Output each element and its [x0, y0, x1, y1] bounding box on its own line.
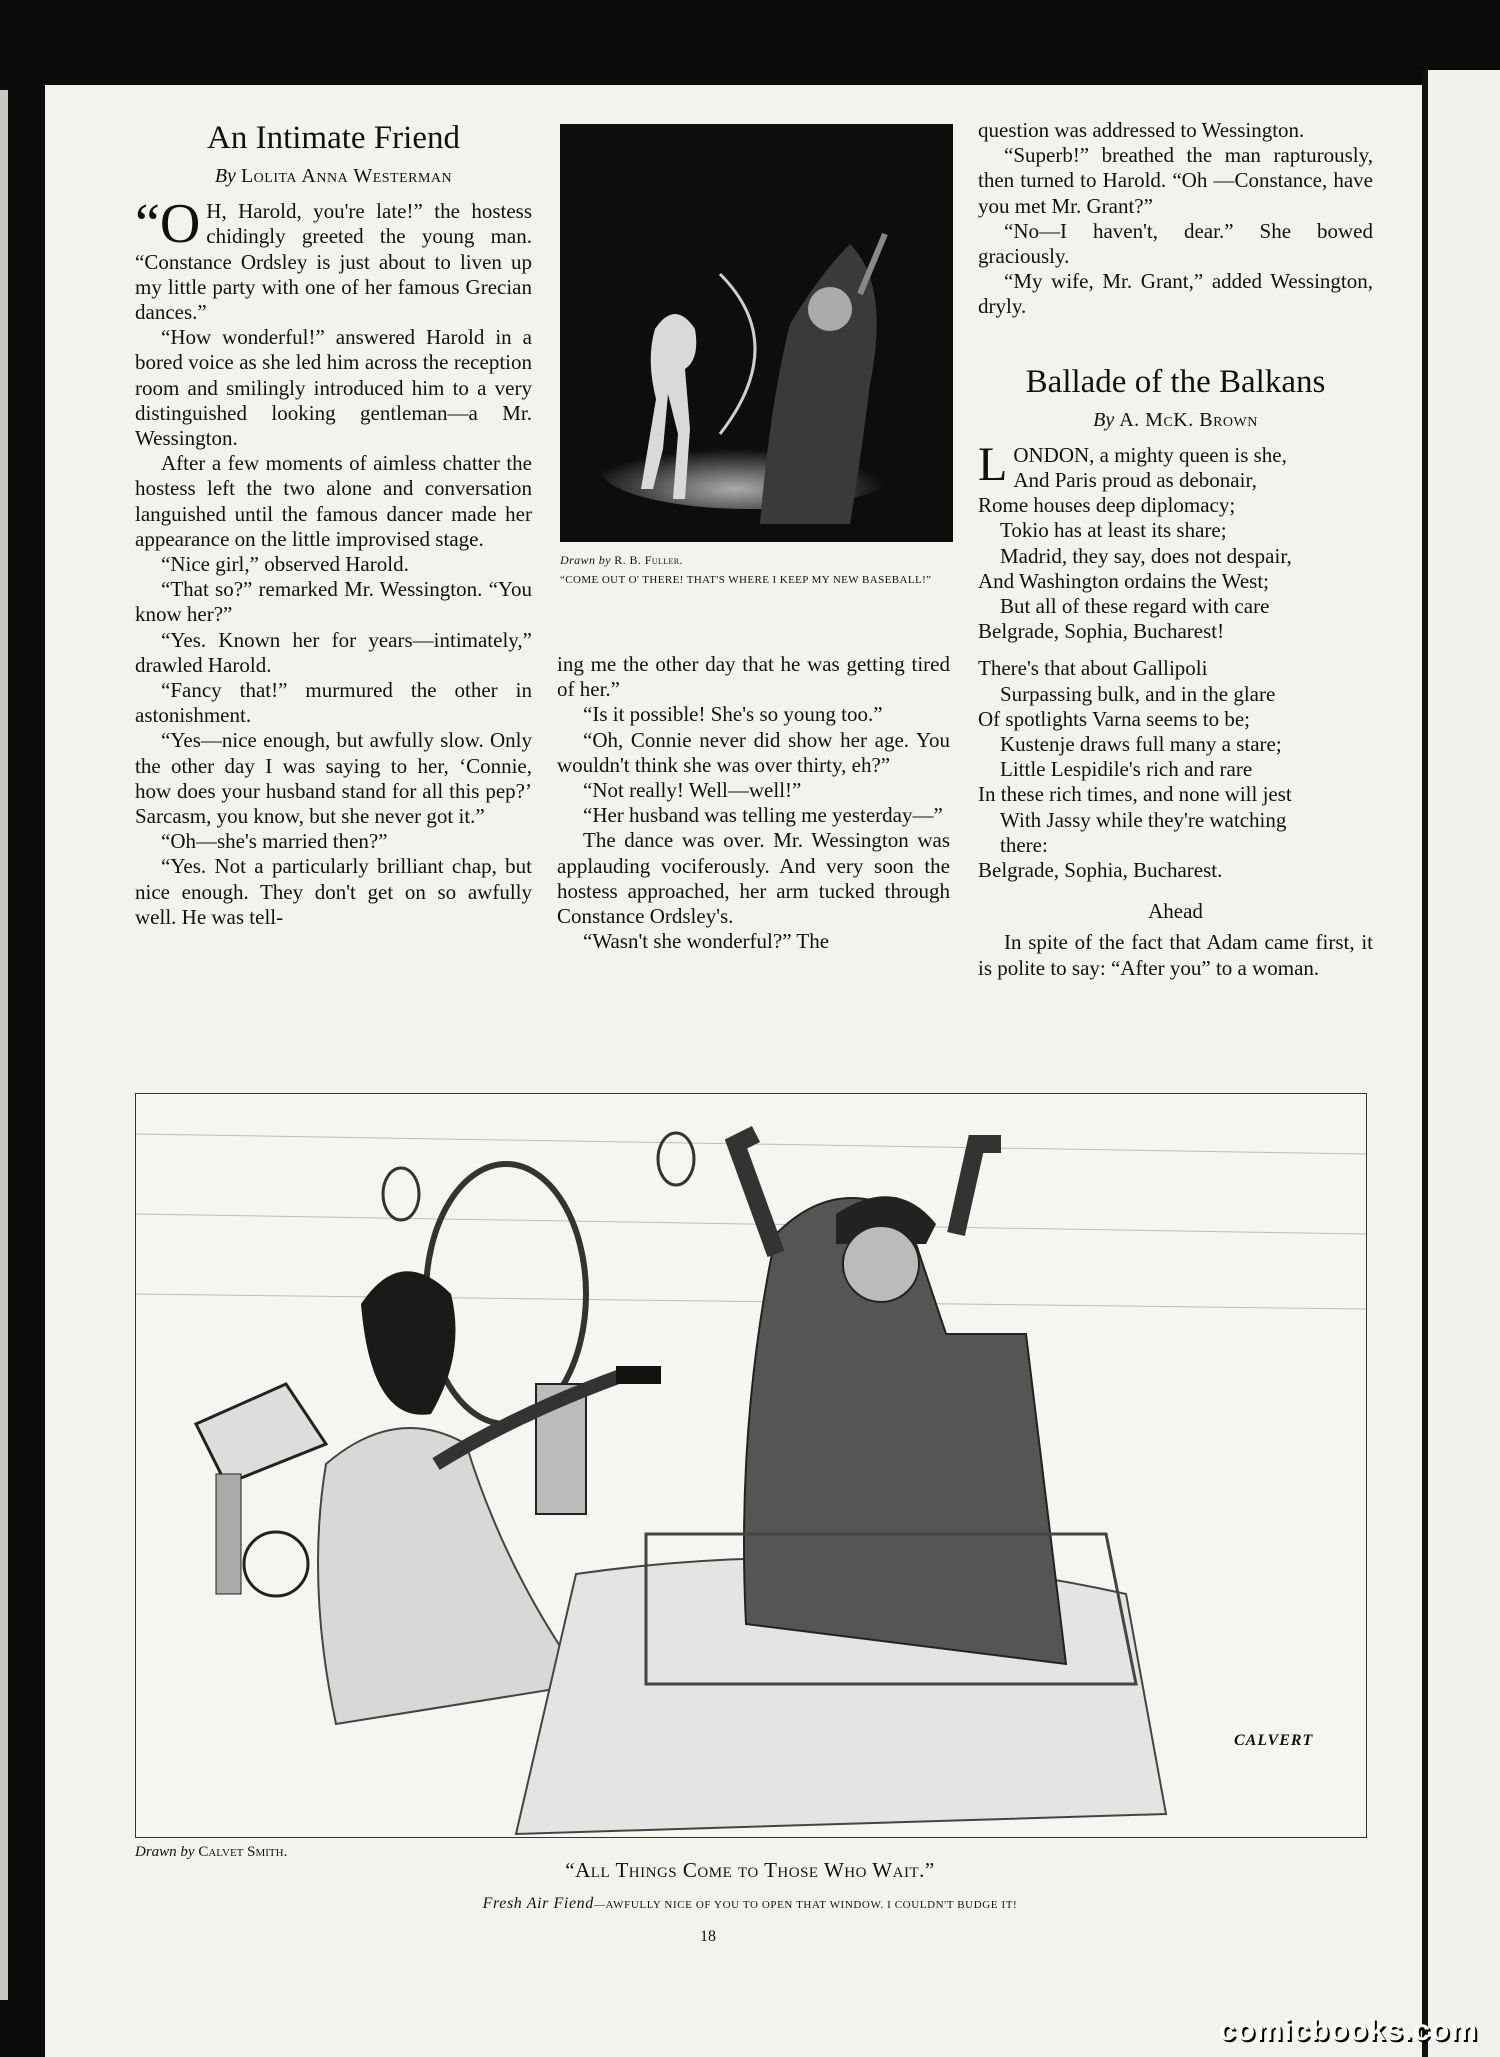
- poem-line: there:: [1000, 832, 1048, 857]
- article-column-2: [557, 652, 950, 954]
- poem-stanza-1: [978, 437, 1373, 645]
- poem-line: And Paris proud as debonair,: [1013, 468, 1257, 493]
- drop-cap: “O: [135, 193, 201, 256]
- article-paragraph: “Nice girl,” observed Harold.: [161, 552, 409, 577]
- byline-author: Lolita Anna Westerman: [240, 165, 453, 187]
- article-paragraph: “Yes. Known her for years—intimately,” drawled Harold.: [135, 627, 532, 677]
- article-paragraph: “Yes. Not a particularly brilliant chap, but nice enough. They don't get on so awfully well. He was tell-: [135, 854, 532, 929]
- photo-credit-prefix: Drawn by: [560, 553, 611, 567]
- article-column-3: [978, 118, 1373, 981]
- illustration-photo: [560, 124, 953, 542]
- article-paragraph: “No—I haven't, dear.” She bowed graciously.: [978, 218, 1373, 269]
- bedroom-burglar-drawing: [136, 1094, 1366, 1837]
- article-paragraph: “Wasn't she wonderful?” The: [583, 929, 830, 954]
- photo-credit-name: R. B. Fuller.: [614, 553, 683, 567]
- article-paragraph: “My wife, Mr. Grant,” added Wessington, dryly.: [978, 269, 1373, 319]
- poem-line: Belgrade, Sophia, Bucharest!: [978, 619, 1225, 644]
- poem-line: Tokio has at least its share;: [1000, 518, 1227, 543]
- poem-line: With Jassy while they're watching: [1000, 807, 1287, 832]
- poem-line: And Washington ordains the West;: [978, 568, 1269, 593]
- poem-byline: [978, 408, 1373, 433]
- article-column-1: [135, 118, 532, 930]
- photo-caption-text: “COME OUT O' THERE! THAT'S WHERE I KEEP MY NEW BASEBALL!”: [560, 574, 932, 586]
- page-number: 18: [700, 1928, 716, 1945]
- ahead-text: In spite of the fact that Adam came first, it is polite to say: “After you” to a woman.: [978, 930, 1373, 980]
- poem-line: Of spotlights Varna seems to be;: [978, 706, 1250, 731]
- article-paragraph: The dance was over. Mr. Wessington was applauding vociferously. And very soon the hostess approached, her arm tucked through Constance Ordsley's.: [557, 828, 950, 929]
- article-paragraph: “Is it possible! She's so young too.”: [583, 702, 883, 727]
- poem-line: There's that about Gallipoli: [978, 656, 1208, 681]
- poem-drop-cap: L: [978, 437, 1008, 491]
- cartoon-illustration: [135, 1093, 1367, 1838]
- poem-stanza-2: [978, 656, 1373, 883]
- cartoon-credit-prefix: Drawn by: [135, 1844, 195, 1860]
- poem-line: Rome houses deep diplomacy;: [978, 493, 1236, 518]
- poem-line: In these rich times, and none will jest: [978, 782, 1292, 807]
- article-paragraph: “Her husband was telling me yesterday—”: [583, 803, 943, 828]
- ahead-title: Ahead: [1148, 899, 1203, 924]
- article-paragraph: “Yes—nice enough, but awfully slow. Only the other day I was saying to her, ‘Connie, how does your husband stand for all this pep?’ Sarcasm, you know, but she never got it.”: [135, 728, 532, 829]
- article-paragraph: “That so?” remarked Mr. Wessington. “You know her?”: [135, 577, 532, 627]
- cartoon-title: “All Things Come to Those Who Wait.”: [565, 1858, 935, 1882]
- facing-page-edge: [1422, 70, 1500, 2057]
- byline-by: By: [214, 165, 236, 187]
- poem-line: Kustenje draws full many a stare;: [1000, 732, 1282, 757]
- cartoon-speaker: Fresh Air Fiend: [482, 1895, 594, 1912]
- poem-line: Surpassing bulk, and in the glare: [1000, 681, 1276, 706]
- article-paragraph: “How wonderful!” answered Harold in a bored voice as she led him across the reception room and smilingly introduced him to a very distinguished looking gentleman—a Mr. Wessington.: [135, 325, 532, 451]
- article-paragraph: “Oh, Connie never did show her age. You wouldn't think she was over thirty, eh?”: [557, 727, 950, 777]
- poem-line: Belgrade, Sophia, Bucharest.: [978, 858, 1223, 883]
- article-paragraph: ing me the other day that he was getting tired of her.”: [557, 652, 950, 702]
- article-paragraph: question was addressed to Wessington.: [978, 118, 1305, 142]
- cartoon-credit-name: Calvet Smith.: [198, 1844, 288, 1860]
- boy-with-bow-illustration: [560, 124, 953, 542]
- artist-signature: CALVERT: [1234, 1732, 1314, 1749]
- poem-line: Madrid, they say, does not despair,: [1000, 543, 1292, 568]
- page-edge: [0, 90, 8, 2000]
- poem-line: But all of these regard with care: [1000, 594, 1270, 619]
- article-paragraph: “Oh—she's married then?”: [161, 829, 388, 854]
- poem-line: Little Lespidile's rich and rare: [1000, 757, 1253, 782]
- poem-line: LONDON, a mighty queen is she,: [978, 437, 1287, 491]
- article-paragraph: “O H, Harold, you're late!” the hostess chidingly greeted the young man. “Constance Ordsley is just about to liven up my little party with one of her famous Grecian dances.”: [135, 193, 532, 325]
- photo-caption: [560, 552, 953, 588]
- article-byline: [135, 164, 532, 189]
- cartoon-dialogue: —AWFULLY NICE OF YOU TO OPEN THAT WINDOW. I COULDN'T BUDGE IT!: [593, 1899, 1018, 1911]
- article-paragraph: After a few moments of aimless chatter the hostess left the two alone and conversation languished until the famous dancer made her appearance on the little improvised stage.: [135, 451, 532, 551]
- cartoon-caption: [135, 1895, 1365, 1913]
- article-title: An Intimate Friend: [207, 120, 460, 156]
- article-paragraph: “Superb!” breathed the man rapturously, then turned to Harold. “Oh —Constance, have you met Mr. Grant?”: [978, 143, 1373, 218]
- article-paragraph: “Fancy that!” murmured the other in astonishment.: [135, 678, 532, 728]
- poem-byline-by: By: [1093, 408, 1115, 431]
- poem-byline-author: A. McK. Brown: [1119, 408, 1258, 431]
- poem-title: Ballade of the Balkans: [1025, 363, 1326, 400]
- watermark: comicbooks.com: [1218, 2014, 1478, 2047]
- article-paragraph: “Not really! Well—well!”: [583, 778, 802, 803]
